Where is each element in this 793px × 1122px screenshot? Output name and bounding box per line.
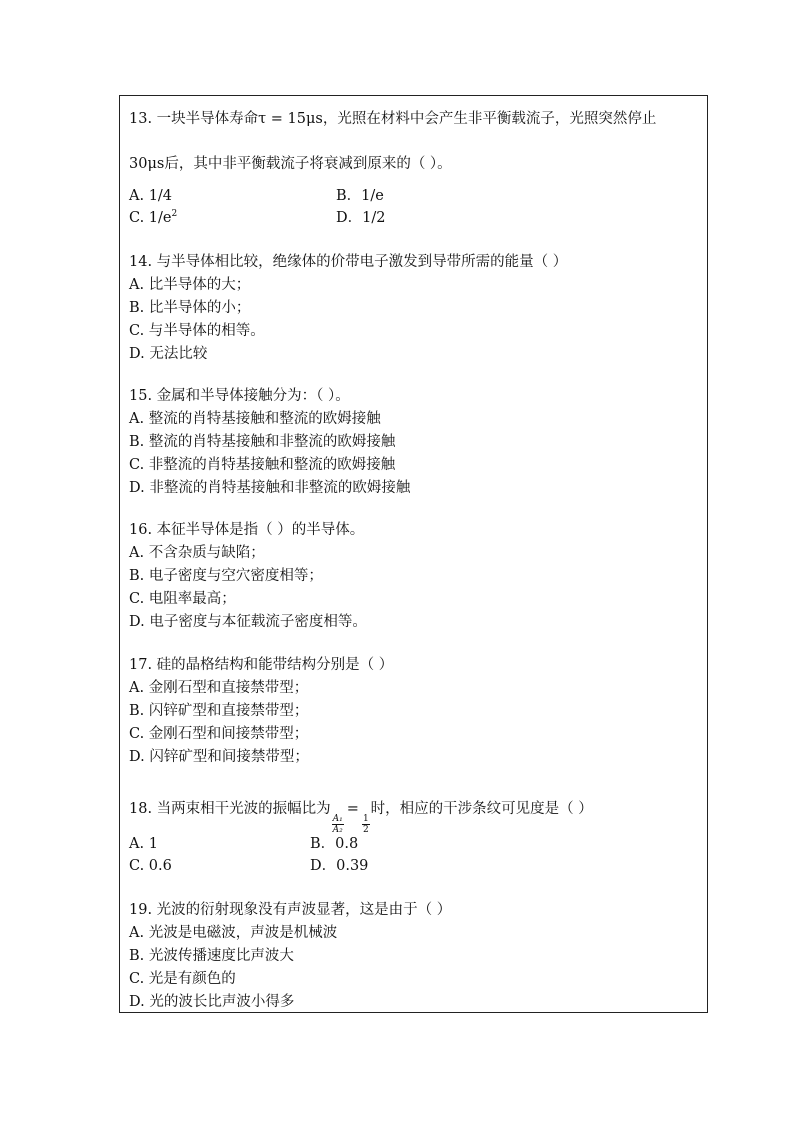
q17-option-d: D. 闪锌矿型和间接禁带型； — [129, 749, 309, 765]
equals-sign: = — [346, 801, 359, 817]
q13-option-c-exponent: 2 — [171, 209, 178, 219]
q18-option-b: B．0.8 — [310, 836, 359, 852]
q13-option-c-text: C. 1/e — [129, 210, 172, 226]
q16-stem: 16. 本征半导体是指（ ）的半导体。 — [129, 522, 365, 538]
q17-option-a: A. 金刚石型和直接禁带型； — [129, 680, 309, 696]
q16-option-b: B. 电子密度与空穴密度相等； — [129, 568, 323, 584]
q19-stem: 19. 光波的衍射现象没有声波显著，这是由于（ ） — [129, 902, 452, 918]
q15-stem: 15. 金属和半导体接触分为：（ ）。 — [129, 388, 350, 404]
q17-option-b: B. 闪锌矿型和直接禁带型； — [129, 703, 309, 719]
q19-option-b: B. 光波传播速度比声波大 — [129, 948, 294, 964]
q18-option-c: C. 0.6 — [129, 858, 172, 874]
q14-option-d: D. 无法比较 — [129, 346, 208, 362]
q18-stem-suffix: 时，相应的干涉条纹可见度是（ ） — [370, 801, 593, 817]
q15-option-d: D. 非整流的肖特基接触和非整流的欧姆接触 — [129, 480, 411, 496]
q17-option-c: C. 金刚石型和间接禁带型； — [129, 726, 309, 742]
q14-option-a: A. 比半导体的大； — [129, 277, 251, 293]
q18-stem-prefix: 18. 当两束相干光波的振幅比为 — [129, 801, 331, 817]
q16-option-a: A. 不含杂质与缺陷； — [129, 545, 265, 561]
q18-option-d: D．0.39 — [310, 858, 369, 874]
q13-option-b: B．1/e — [336, 188, 384, 204]
q14-option-b: B. 比半导体的小； — [129, 300, 251, 316]
q16-option-c: C. 电阻率最高； — [129, 591, 236, 607]
fraction-numerator: A₁ — [332, 814, 343, 824]
q18-option-a: A. 1 — [129, 836, 158, 852]
q15-option-a: A. 整流的肖特基接触和整流的欧姆接触 — [129, 411, 381, 427]
q18-stem — [129, 800, 593, 835]
q13-option-d: D．1/2 — [336, 210, 386, 226]
q17-stem: 17. 硅的晶格结构和能带结构分别是（ ） — [129, 657, 394, 673]
q13-stem-line2: 30μs后，其中非平衡载流子将衰减到原来的（ ）。 — [129, 156, 452, 172]
amplitude-ratio-fraction — [332, 814, 344, 835]
q13-option-a: A. 1/4 — [129, 188, 173, 204]
q15-option-c: C. 非整流的肖特基接触和整流的欧姆接触 — [129, 457, 396, 473]
q14-stem: 14. 与半导体相比较，绝缘体的价带电子激发到导带所需的能量（ ） — [129, 254, 568, 270]
q19-option-d: D. 光的波长比声波小得多 — [129, 994, 295, 1010]
q19-option-a: A. 光波是电磁波，声波是机械波 — [129, 925, 338, 941]
q14-option-c: C. 与半导体的相等。 — [129, 323, 265, 339]
fraction-denominator: A₂ — [332, 825, 343, 835]
q13-option-c — [129, 209, 177, 227]
q13-stem-line1: 13. 一块半导体寿命τ = 15μs，光照在材料中会产生非平衡载流子，光照突然停止 — [129, 111, 657, 127]
fraction-numerator: 1 — [362, 814, 369, 824]
fraction-denominator: 2 — [362, 825, 369, 835]
half-fraction — [362, 814, 370, 835]
q15-option-b: B. 整流的肖特基接触和非整流的欧姆接触 — [129, 434, 396, 450]
q19-option-c: C. 光是有颜色的 — [129, 971, 236, 987]
q16-option-d: D. 电子密度与本征载流子密度相等。 — [129, 614, 367, 630]
